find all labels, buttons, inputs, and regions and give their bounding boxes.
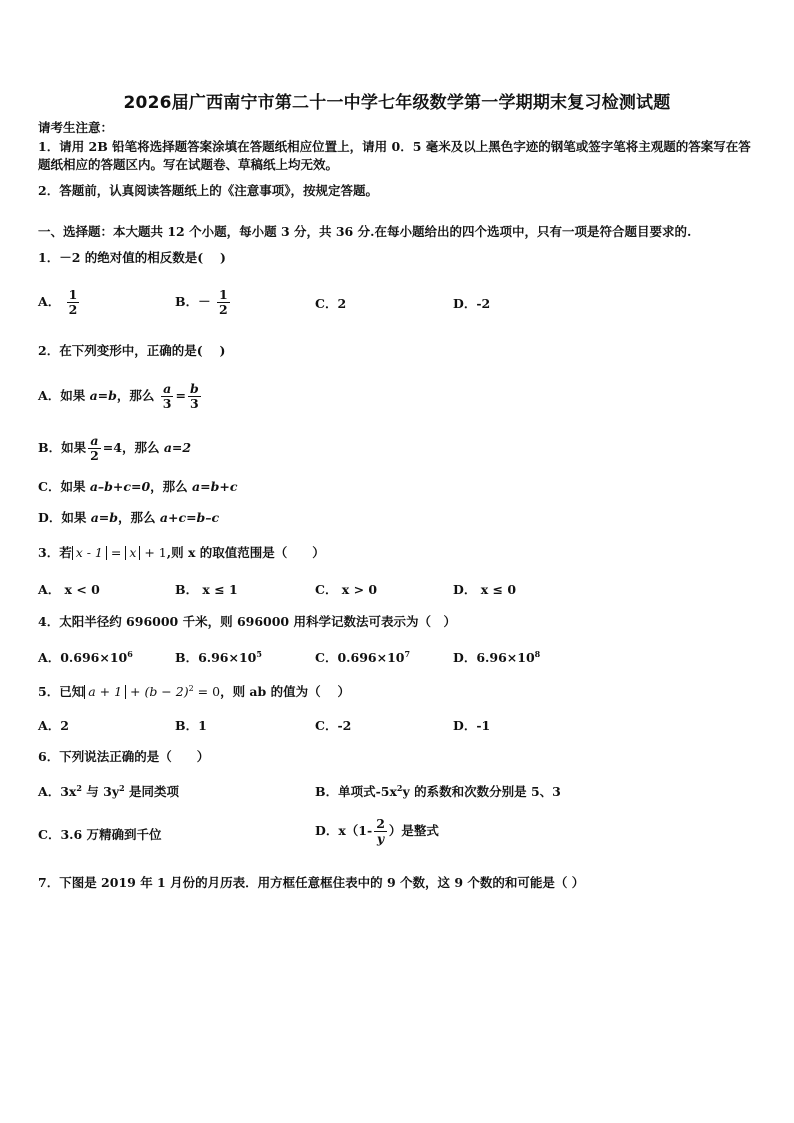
notice-item-2: 2．答题前，认真阅读答题纸上的《注意事项》，按规定答题。 — [38, 183, 378, 198]
q6-option-a[interactable]: A．$3x^2$ 与 $3y^2$ 是同类项 — [38, 783, 180, 799]
q3-abs-2: x — [125, 546, 140, 560]
q6-option-b[interactable]: B．单项式$-5x^2y$ 的系数和次数分别是 5、3 — [315, 783, 561, 799]
q1-option-c[interactable]: C．2 — [315, 296, 347, 311]
q4-option-b[interactable]: B．$6.96\times 10^5$ — [175, 649, 262, 665]
q5-option-d[interactable]: D．-1 — [453, 718, 491, 733]
question-1-stem: 1．－2 的绝对值的相反数是( ) — [38, 250, 226, 265]
q6-option-c[interactable]: C．3.6 万精确到千位 — [38, 827, 162, 842]
page-title: 2026届广西南宁市第二十一中学七年级数学第一学期期末复习检测试题 — [123, 93, 671, 113]
question-4-stem: 4．太阳半径约 696000 千米，则 696000 用科学记数法可表示为（ ） — [38, 614, 456, 629]
q1-a-fraction: $\frac{1}{2}$ — [68, 287, 78, 317]
q6-option-d[interactable]: D．x（1- $\frac{2}{y}$ ）是整式 — [315, 816, 439, 846]
question-6-stem: 6．下列说法正确的是（ ） — [38, 749, 210, 764]
q3-abs-1: x - 1 — [72, 546, 107, 560]
q2-option-d[interactable]: D．如果 a=b，那么 a+c=b–c — [38, 510, 220, 525]
q3-option-a[interactable]: A． x < 0 — [38, 582, 100, 597]
q2-option-b[interactable]: B．如果 $\frac{a}{2}$ =4，那么 a=2 — [38, 433, 192, 463]
q3-option-d[interactable]: D． x ≤ 0 — [453, 582, 517, 597]
q4-option-a[interactable]: A．$0.696\times 10^6$ — [38, 649, 133, 665]
q2-a-fraction-2: $\frac{b}{3}$ — [189, 381, 199, 411]
q4-option-d[interactable]: D．$6.96\times 10^8$ — [453, 649, 541, 665]
q2-a-fraction-1: $\frac{a}{3}$ — [162, 381, 172, 411]
section-heading: 一、选择题：本大题共 12 个小题，每小题 3 分，共 36 分.在每小题给出的四个选项中，只有一项是符合题目要求的. — [38, 224, 692, 239]
q1-b-fraction: $\frac{1}{2}$ — [218, 287, 228, 317]
question-7-stem: 7．下图是 2019 年 1 月份的月历表．用方框任意框住表中的 9 个数，这 9 个数的和可能是（ ） — [38, 875, 585, 890]
q1-option-a[interactable]: A． $\frac{1}{2}$ — [38, 287, 78, 317]
q5-abs: a + 1 — [84, 685, 126, 699]
q5-option-a[interactable]: A．2 — [38, 718, 69, 733]
question-3-stem: 3．若 x - 1 = x + 1,则 x 的取值范围是（ ） — [38, 545, 325, 560]
q1-option-b[interactable]: B．－ $\frac{1}{2}$ — [175, 287, 228, 317]
q3-option-c[interactable]: C． x > 0 — [315, 582, 378, 597]
q2-option-c[interactable]: C．如果 a–b+c=0，那么 a=b+c — [38, 479, 238, 494]
q3-option-b[interactable]: B． x ≤ 1 — [175, 582, 238, 597]
q2-option-a[interactable]: A．如果 a=b，那么 $\frac{a}{3}$ = $\frac{b}{3}$ — [38, 381, 199, 411]
q4-option-c[interactable]: C．$0.696\times 10^7$ — [315, 649, 411, 665]
q5-option-b[interactable]: B．1 — [175, 718, 207, 733]
q2-b-fraction: $\frac{a}{2}$ — [90, 433, 99, 463]
question-5-stem: 5．已知 $a + 1 + (b - 2)^2 = 0$，则 ab 的值为（ ） — [38, 684, 350, 699]
q6-d-fraction: $\frac{2}{y}$ — [376, 816, 385, 846]
notice-item-1: 1．请用 2B 铅笔将选择题答案涂填在答题纸相应位置上，请用 0．5 毫米及以上黑色字迹的钢笔或签字笔将主观题的答案写在答题纸相应的答题区内。写在试题卷、草稿纸上均无效。 — [38, 139, 751, 172]
question-2-stem: 2．在下列变形中，正确的是( ) — [38, 343, 226, 358]
notice-heading: 请考生注意： — [38, 120, 114, 135]
q5-option-c[interactable]: C．-2 — [315, 718, 352, 733]
q1-option-d[interactable]: D．-2 — [453, 296, 491, 311]
